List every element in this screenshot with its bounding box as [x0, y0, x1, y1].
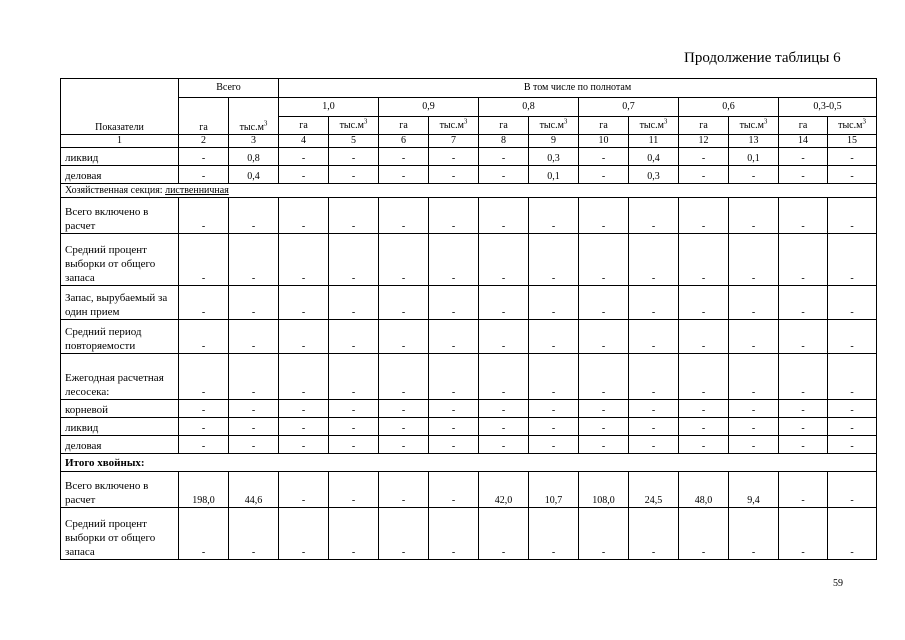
- table-cell: -: [629, 400, 679, 418]
- unit-ha-cell: га: [479, 117, 529, 135]
- table-cell: -: [379, 418, 429, 436]
- table-cell: 0,4: [229, 166, 279, 184]
- column-number: 13: [729, 135, 779, 148]
- table-cell: -: [279, 166, 329, 184]
- table-row: [61, 234, 877, 286]
- table-cell: -: [729, 320, 779, 354]
- table-cell: -: [429, 198, 479, 234]
- density-header: 1,0: [279, 98, 379, 117]
- table-cell: -: [279, 148, 329, 166]
- table-cell: -: [579, 436, 629, 454]
- column-number: 12: [679, 135, 729, 148]
- table-cell: -: [379, 508, 429, 560]
- table-cell: -: [529, 320, 579, 354]
- table-cell: -: [329, 508, 379, 560]
- table-row: [61, 148, 877, 166]
- column-number: 6: [379, 135, 429, 148]
- unit-vol-cell: $тыс.м^3$: [729, 117, 779, 135]
- table-row: [61, 436, 877, 454]
- table-cell: -: [779, 234, 828, 286]
- table-cell: -: [479, 508, 529, 560]
- table-cell: -: [279, 198, 329, 234]
- table-cell: 0,4: [629, 148, 679, 166]
- column-number: 8: [479, 135, 529, 148]
- forest-table: [60, 78, 877, 560]
- table-cell: -: [729, 354, 779, 400]
- table-cell: -: [179, 198, 229, 234]
- table-cell: 9,4: [729, 472, 779, 508]
- table-cell: -: [229, 400, 279, 418]
- density-header: 0,6: [679, 98, 779, 117]
- table-cell: 24,5: [629, 472, 679, 508]
- table-cell: -: [479, 436, 529, 454]
- table-cell: -: [529, 198, 579, 234]
- page-number: 59: [833, 578, 843, 589]
- table-cell: -: [579, 286, 629, 320]
- table-row: [61, 166, 877, 184]
- table-cell: -: [679, 400, 729, 418]
- column-number: 14: [779, 135, 828, 148]
- table-cell: 48,0: [679, 472, 729, 508]
- table-cell: -: [379, 354, 429, 400]
- table-cell: -: [179, 286, 229, 320]
- table-cell: -: [828, 166, 877, 184]
- table-cell: -: [828, 436, 877, 454]
- table-row: [61, 198, 877, 234]
- row-label: ликвид: [61, 148, 179, 166]
- section-row: [61, 184, 877, 198]
- table-cell: -: [828, 234, 877, 286]
- table-cell: -: [529, 354, 579, 400]
- column-number: 15: [828, 135, 877, 148]
- table-cell: -: [679, 234, 729, 286]
- table-row: [61, 418, 877, 436]
- table-cell: -: [729, 198, 779, 234]
- table-cell: -: [329, 436, 379, 454]
- table-cell: -: [579, 320, 629, 354]
- table-cell: -: [729, 286, 779, 320]
- table-cell: -: [629, 198, 679, 234]
- table-cell: -: [379, 198, 429, 234]
- table-cell: 0,8: [229, 148, 279, 166]
- table-cell: -: [229, 320, 279, 354]
- column-number: 2: [179, 135, 229, 148]
- table-cell: -: [679, 320, 729, 354]
- table-cell: -: [629, 418, 679, 436]
- table-cell: -: [479, 166, 529, 184]
- table-cell: -: [429, 508, 479, 560]
- table-cell: -: [679, 166, 729, 184]
- table-cell: -: [429, 148, 479, 166]
- density-header: 0,8: [479, 98, 579, 117]
- table-cell: -: [429, 354, 479, 400]
- row-label: Всего включено в расчет: [61, 472, 179, 508]
- column-number-row: [61, 135, 877, 148]
- table-cell: -: [679, 508, 729, 560]
- table-cell: -: [679, 354, 729, 400]
- table-cell: -: [729, 418, 779, 436]
- table-cell: -: [429, 472, 479, 508]
- density-header: 0,7: [579, 98, 679, 117]
- table-cell: -: [679, 198, 729, 234]
- table-cell: -: [429, 400, 479, 418]
- total-conifer-heading: Итого хвойных:: [61, 454, 877, 472]
- table-cell: -: [729, 436, 779, 454]
- table-cell: -: [279, 320, 329, 354]
- table-cell: 44,6: [229, 472, 279, 508]
- table-cell: -: [479, 354, 529, 400]
- table-cell: -: [279, 418, 329, 436]
- table-cell: -: [329, 166, 379, 184]
- column-number: 7: [429, 135, 479, 148]
- table-cell: -: [479, 234, 529, 286]
- table-cell: -: [429, 166, 479, 184]
- column-number: 1: [61, 135, 179, 148]
- table-cell: -: [479, 320, 529, 354]
- table-cell: -: [479, 286, 529, 320]
- table-cell: -: [479, 418, 529, 436]
- table-cell: -: [379, 436, 429, 454]
- table-row: [61, 320, 877, 354]
- table-cell: -: [229, 286, 279, 320]
- table-cell: -: [379, 286, 429, 320]
- table-cell: -: [828, 320, 877, 354]
- table-cell: 0,3: [629, 166, 679, 184]
- table-cell: -: [429, 320, 479, 354]
- row-label: Средний период повторяемости: [61, 320, 179, 354]
- unit-vol-cell: $тыс.м^3$: [629, 117, 679, 135]
- table-cell: -: [579, 400, 629, 418]
- table-cell: -: [329, 400, 379, 418]
- table-row: [61, 400, 877, 418]
- table-cell: 10,7: [529, 472, 579, 508]
- table-cell: -: [828, 198, 877, 234]
- table-cell: -: [529, 436, 579, 454]
- table-cell: -: [179, 166, 229, 184]
- table-cell: -: [729, 400, 779, 418]
- table-cell: -: [329, 286, 379, 320]
- unit-vol-cell: $тыс.м^3$: [529, 117, 579, 135]
- row-label: деловая: [61, 436, 179, 454]
- row-label: деловая: [61, 166, 179, 184]
- density-header: 0,9: [379, 98, 479, 117]
- table-cell: -: [279, 472, 329, 508]
- table-cell: -: [179, 234, 229, 286]
- table-cell: -: [779, 320, 828, 354]
- table-cell: -: [379, 234, 429, 286]
- unit-vol-cell: $тыс.м^3$: [329, 117, 379, 135]
- table-cell: -: [529, 400, 579, 418]
- total-header: Всего: [179, 79, 279, 98]
- row-label: ликвид: [61, 418, 179, 436]
- table-cell: -: [179, 354, 229, 400]
- row-label: Ежегодная расчетная лесосека:: [61, 354, 179, 400]
- table-cell: -: [379, 472, 429, 508]
- table-cell: -: [679, 418, 729, 436]
- table-cell: -: [229, 234, 279, 286]
- column-number: 3: [229, 135, 279, 148]
- table-cell: -: [828, 148, 877, 166]
- table-cell: -: [179, 400, 229, 418]
- table-cell: -: [329, 320, 379, 354]
- table-cell: -: [828, 400, 877, 418]
- table-cell: -: [379, 148, 429, 166]
- table-cell: -: [779, 166, 828, 184]
- table-cell: -: [279, 400, 329, 418]
- table-cell: -: [629, 320, 679, 354]
- table-cell: -: [779, 508, 828, 560]
- table-cell: -: [329, 234, 379, 286]
- table-cell: -: [329, 198, 379, 234]
- row-label: Средний процент выборки от общего запаса: [61, 234, 179, 286]
- table-cell: 198,0: [179, 472, 229, 508]
- table-cell: -: [229, 418, 279, 436]
- table-cell: -: [429, 436, 479, 454]
- table-cell: -: [529, 234, 579, 286]
- table-cell: -: [229, 354, 279, 400]
- table-cell: -: [828, 418, 877, 436]
- table-cell: -: [179, 148, 229, 166]
- table-cell: -: [179, 418, 229, 436]
- table-cell: -: [729, 234, 779, 286]
- table-cell: -: [329, 148, 379, 166]
- section-title: Хозяйственная секция: лиственничная: [61, 184, 877, 198]
- table-cell: -: [779, 354, 828, 400]
- table-cell: -: [479, 198, 529, 234]
- table-cell: -: [679, 436, 729, 454]
- table-row: [61, 508, 877, 560]
- table-cell: -: [579, 198, 629, 234]
- table-cell: 0,1: [529, 166, 579, 184]
- unit-ha-cell: га: [579, 117, 629, 135]
- table-caption: Продолжение таблицы 6: [684, 50, 841, 66]
- table-cell: -: [329, 354, 379, 400]
- table-cell: -: [329, 418, 379, 436]
- column-number: 9: [529, 135, 579, 148]
- table-cell: -: [479, 148, 529, 166]
- unit-vol-cell: $тыс.м^3$: [828, 117, 877, 135]
- row-label: Запас, вырубаемый за один прием: [61, 286, 179, 320]
- header-row-densities: [61, 98, 877, 117]
- table-cell: -: [279, 234, 329, 286]
- table-row: [61, 354, 877, 400]
- table-cell: -: [579, 166, 629, 184]
- table-cell: -: [329, 472, 379, 508]
- row-label: корневой: [61, 400, 179, 418]
- column-number: 4: [279, 135, 329, 148]
- table-cell: -: [729, 508, 779, 560]
- table-cell: -: [279, 354, 329, 400]
- table-cell: -: [779, 148, 828, 166]
- table-cell: -: [629, 354, 679, 400]
- table-cell: 0,3: [529, 148, 579, 166]
- table-cell: -: [629, 286, 679, 320]
- table-cell: 42,0: [479, 472, 529, 508]
- by-density-header: В том числе по полнотам: [279, 79, 877, 98]
- table-cell: -: [229, 508, 279, 560]
- table-row: [61, 286, 877, 320]
- table-cell: -: [579, 354, 629, 400]
- header-row-1: [61, 79, 877, 98]
- row-label: Средний процент выборки от общего запаса: [61, 508, 179, 560]
- table-cell: -: [279, 508, 329, 560]
- column-number: 5: [329, 135, 379, 148]
- column-number: 11: [629, 135, 679, 148]
- table-cell: -: [828, 472, 877, 508]
- table-cell: -: [179, 508, 229, 560]
- table-cell: -: [779, 418, 828, 436]
- table-cell: -: [179, 320, 229, 354]
- table-cell: -: [629, 436, 679, 454]
- indicators-header: Показатели: [61, 79, 179, 135]
- unit-ha-cell: га: [279, 117, 329, 135]
- table-cell: -: [579, 148, 629, 166]
- table-cell: 108,0: [579, 472, 629, 508]
- column-number: 10: [579, 135, 629, 148]
- table-cell: 0,1: [729, 148, 779, 166]
- table-cell: -: [429, 418, 479, 436]
- table-cell: -: [629, 508, 679, 560]
- table-cell: -: [579, 418, 629, 436]
- total-unit-vol: $тыс.м^3$: [229, 98, 279, 135]
- table-cell: -: [429, 234, 479, 286]
- table-cell: -: [828, 354, 877, 400]
- table-cell: -: [229, 198, 279, 234]
- table-cell: -: [179, 436, 229, 454]
- table-cell: -: [779, 472, 828, 508]
- table-cell: -: [779, 286, 828, 320]
- table-cell: -: [579, 234, 629, 286]
- table-cell: -: [779, 436, 828, 454]
- table-cell: -: [429, 286, 479, 320]
- density-header: 0,3-0,5: [779, 98, 877, 117]
- total-conifer-row: [61, 454, 877, 472]
- table-cell: -: [729, 166, 779, 184]
- total-unit-ha: га: [179, 98, 229, 135]
- unit-ha-cell: га: [379, 117, 429, 135]
- table-cell: -: [679, 148, 729, 166]
- unit-ha-cell: га: [779, 117, 828, 135]
- table-cell: -: [828, 286, 877, 320]
- table-cell: -: [379, 400, 429, 418]
- table-cell: -: [379, 166, 429, 184]
- table-cell: -: [579, 508, 629, 560]
- table-cell: -: [229, 436, 279, 454]
- row-label: Всего включено в расчет: [61, 198, 179, 234]
- table-cell: -: [828, 508, 877, 560]
- table-cell: -: [529, 508, 579, 560]
- table-row: [61, 472, 877, 508]
- table-cell: -: [279, 286, 329, 320]
- table-cell: -: [529, 286, 579, 320]
- table-cell: -: [529, 418, 579, 436]
- table-cell: -: [379, 320, 429, 354]
- table-cell: -: [279, 436, 329, 454]
- unit-vol-cell: $тыс.м^3$: [429, 117, 479, 135]
- table-cell: -: [779, 400, 828, 418]
- unit-ha-cell: га: [679, 117, 729, 135]
- table-cell: -: [679, 286, 729, 320]
- table-cell: -: [479, 400, 529, 418]
- table-cell: -: [779, 198, 828, 234]
- table-cell: -: [629, 234, 679, 286]
